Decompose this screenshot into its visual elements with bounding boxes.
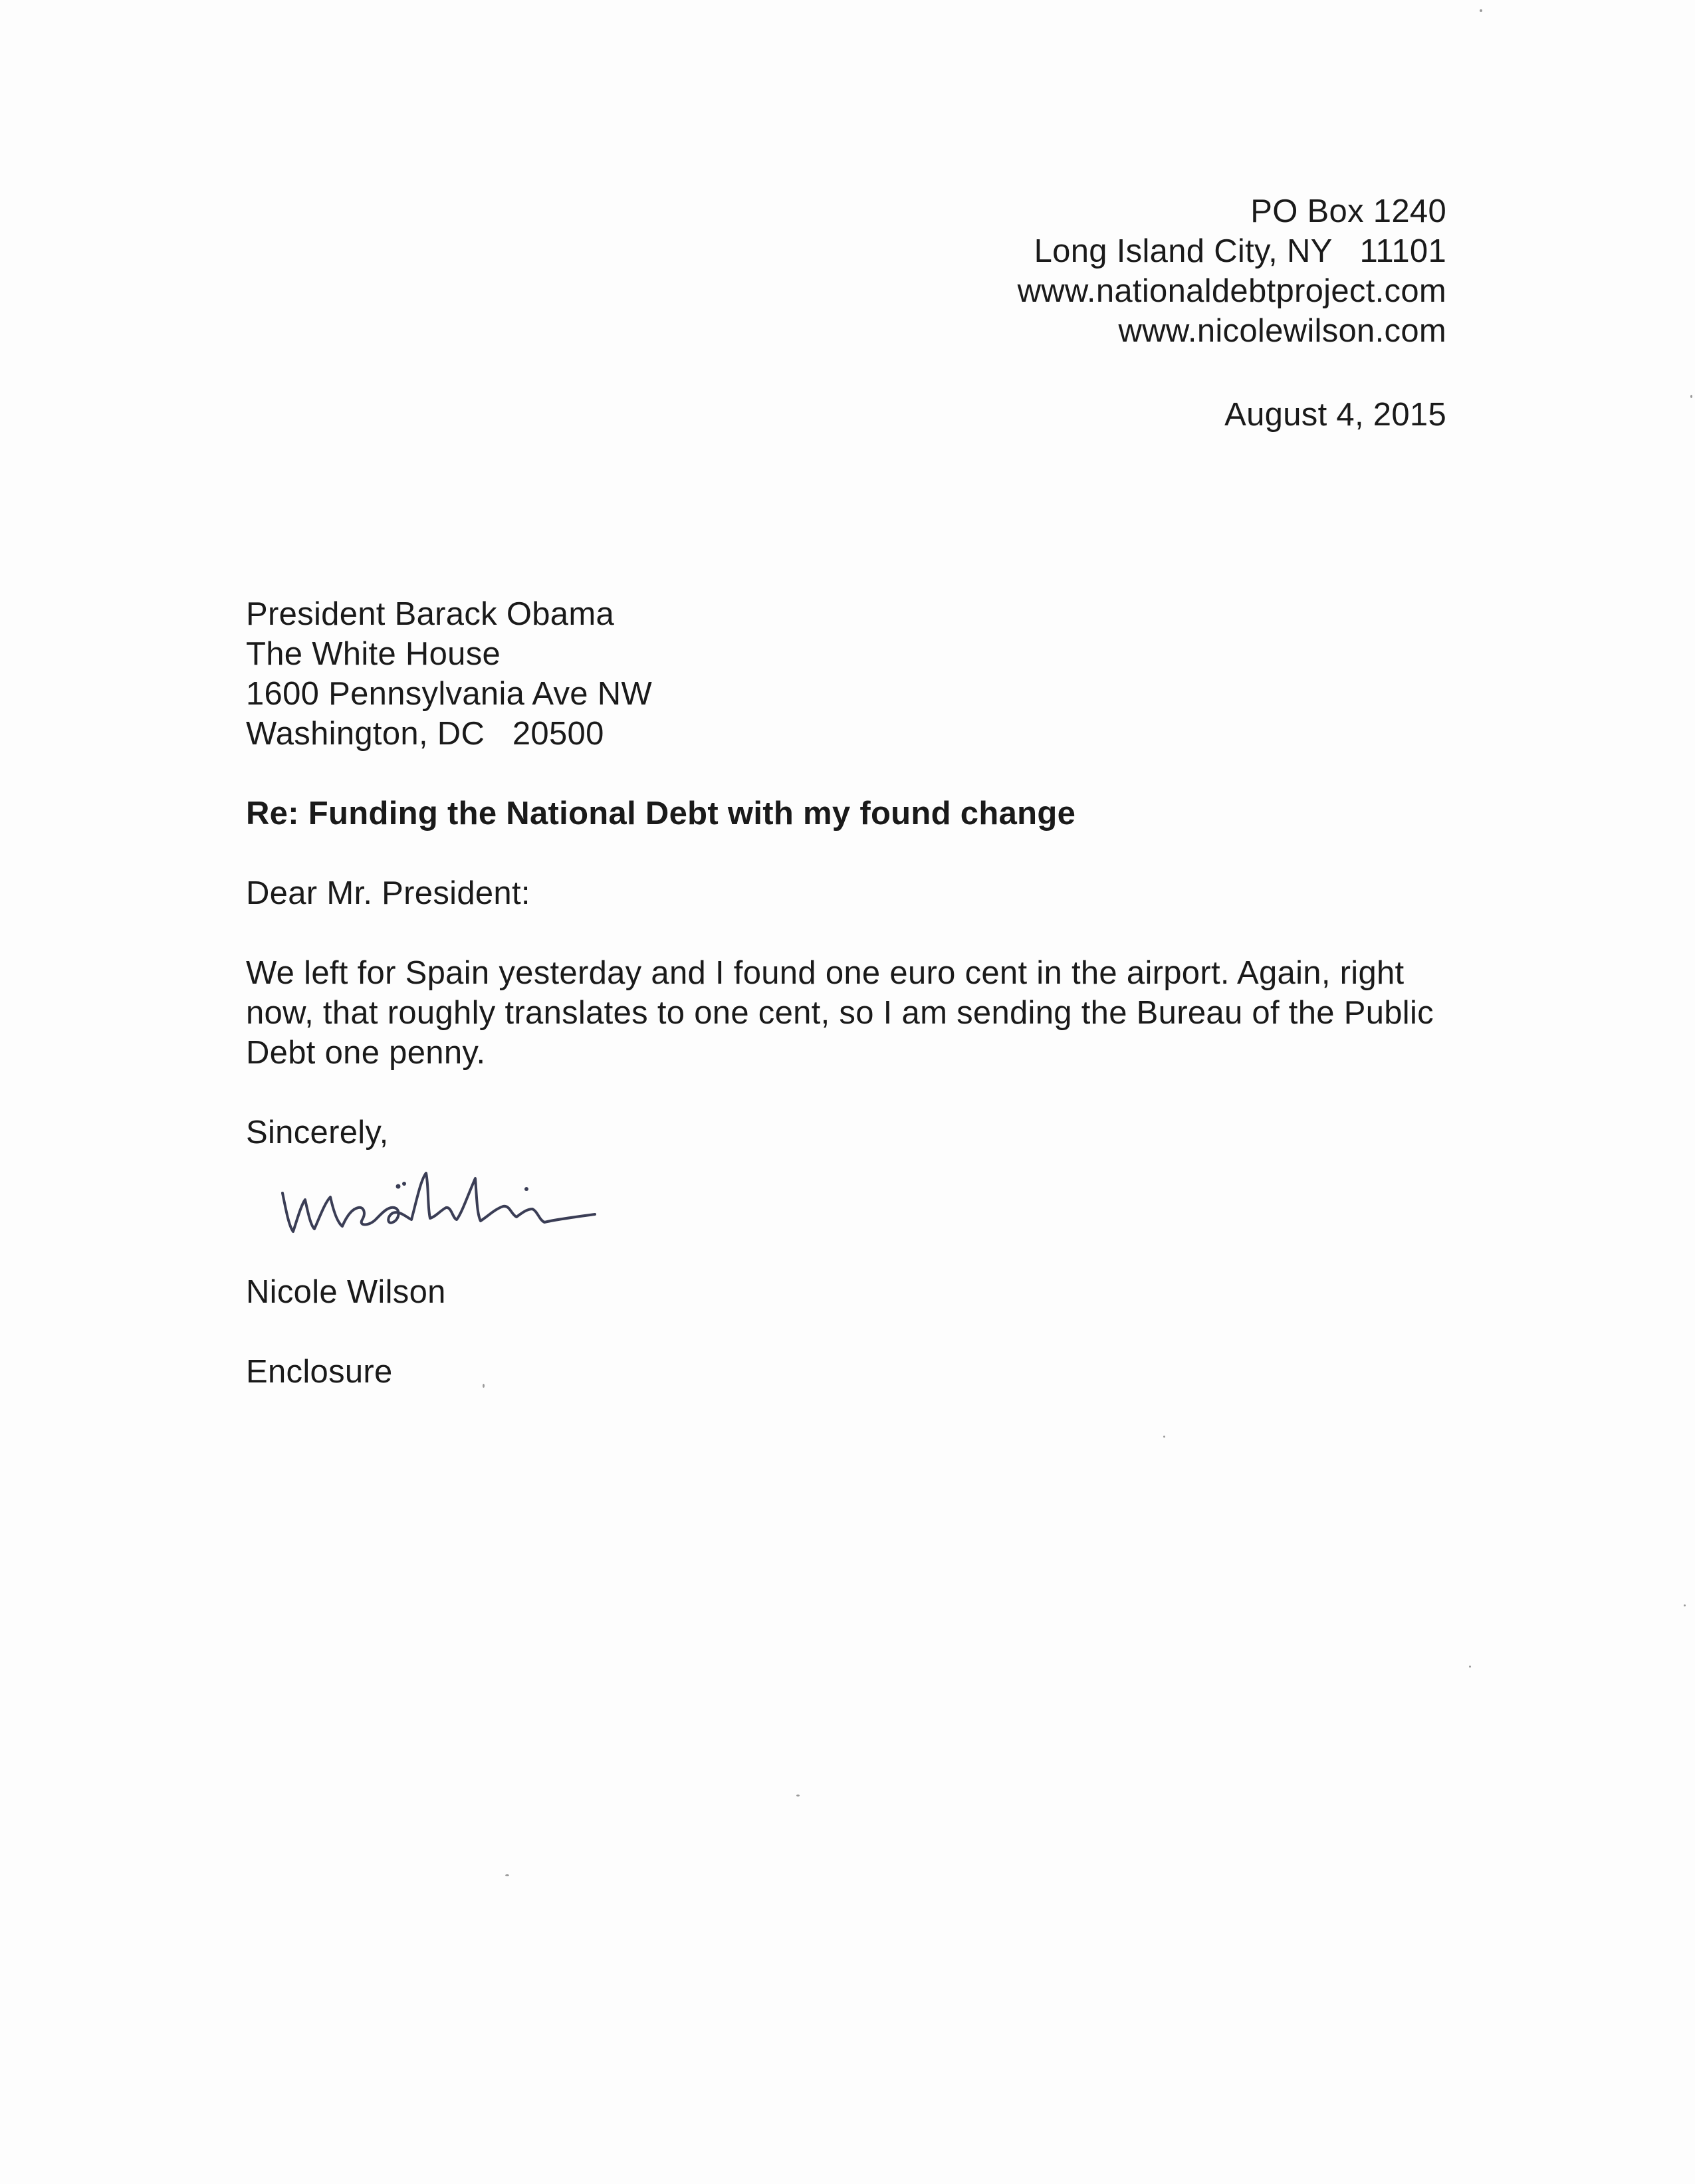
recipient-city-state-zip: Washington, DC 20500 [246, 716, 604, 752]
handwritten-signature [269, 1153, 641, 1253]
recipient-street: 1600 Pennsylvania Ave NW [246, 676, 652, 712]
recipient-name: President Barack Obama [246, 596, 615, 632]
scan-speck [1480, 9, 1482, 12]
recipient-organization: The White House [246, 636, 501, 672]
sender-address-block [1018, 191, 1446, 351]
signer-name: Nicole Wilson [246, 1274, 446, 1310]
scan-speck [1163, 1436, 1165, 1438]
salutation: Dear Mr. President: [246, 875, 530, 911]
scan-speck [1690, 395, 1692, 398]
letter-body-paragraph: We left for Spain yesterday and I found one euro cent in the airport. Again, right now, that roughly translates to one cent, so I am sending the Bureau of the Public Debt one penny. [246, 955, 1434, 1071]
sender-address-line2: Long Island City, NY 11101 [1034, 233, 1446, 269]
scan-speck [796, 1795, 800, 1797]
sender-website-2: www.nicolewilson.com [1118, 313, 1446, 349]
enclosure-notation: Enclosure [246, 1354, 393, 1390]
subject-line: Re: Funding the National Debt with my found change [246, 796, 1076, 831]
scan-speck [1684, 1604, 1686, 1606]
letter-date: August 4, 2015 [1224, 397, 1446, 433]
sender-address-line1: PO Box 1240 [1250, 193, 1446, 229]
sender-website-1: www.nationaldebtproject.com [1017, 273, 1446, 309]
recipient-address-block [246, 594, 652, 754]
scan-speck [505, 1874, 509, 1876]
scan-speck [483, 1384, 485, 1388]
closing: Sincerely, [246, 1115, 389, 1150]
scan-speck [1469, 1666, 1471, 1668]
